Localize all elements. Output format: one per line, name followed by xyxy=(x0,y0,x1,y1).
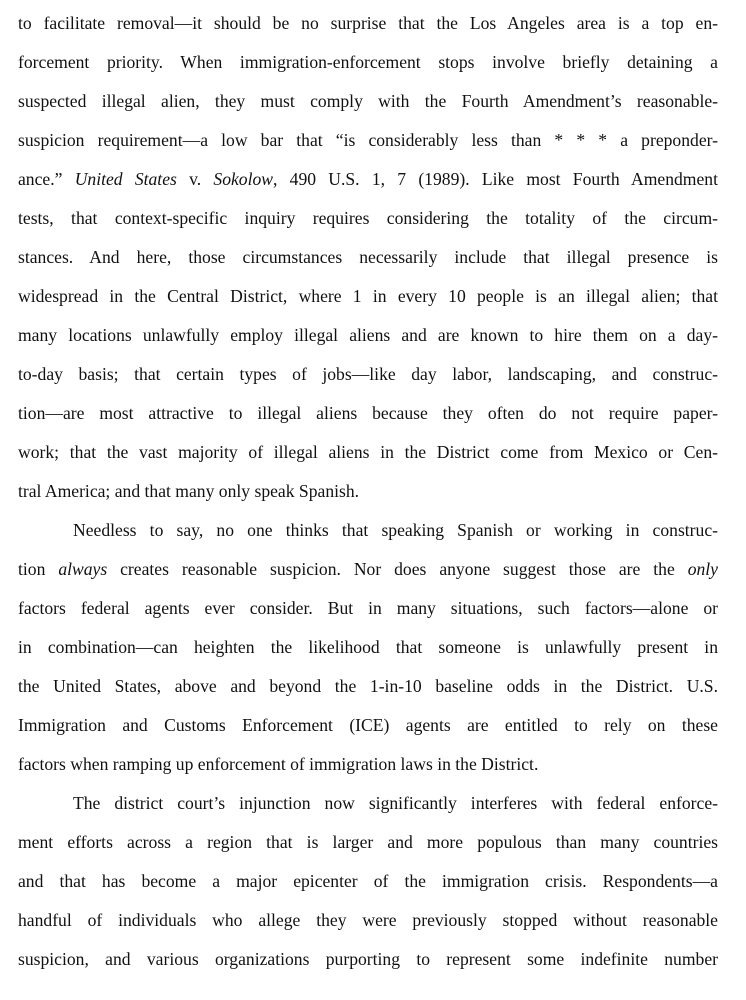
text-segment: and that has become a major epicenter of the immigration crisis. Respondents—a xyxy=(18,871,718,891)
text-line xyxy=(18,867,718,895)
text-line xyxy=(18,399,718,427)
text-segment: suspicion requirement—a low bar that “is considerably less than * * * a preponder- xyxy=(18,130,718,150)
text-line xyxy=(18,945,718,973)
text-line xyxy=(18,243,718,271)
italic-text: only xyxy=(687,559,718,579)
text-segment: the United States, above and beyond the 1-in-10 baseline odds in the District. U.S. xyxy=(18,676,718,696)
text-line xyxy=(18,672,718,700)
text-segment: Immigration and Customs Enforcement (ICE) agents are entitled to rely on these xyxy=(18,715,718,735)
text-segment: factors when ramping up enforcement of immigration laws in the District. xyxy=(18,754,539,774)
text-line xyxy=(18,516,718,544)
text-segment: forcement priority. When immigration-enforcement stops involve briefly detaining a xyxy=(18,52,718,72)
text-line xyxy=(18,360,718,388)
italic-text: Sokolow xyxy=(213,169,274,189)
text-segment: The district court’s injunction now significantly interferes with federal enforce- xyxy=(73,793,718,813)
italic-text: always xyxy=(58,559,108,579)
text-segment: v. xyxy=(176,169,214,189)
text-line xyxy=(18,48,718,76)
text-segment: to-day basis; that certain types of jobs—like day labor, landscaping, and construc- xyxy=(18,364,718,384)
text-line xyxy=(18,594,718,622)
text-segment: tral America; and that many only speak Spanish. xyxy=(18,481,360,501)
text-segment: , 490 U.S. 1, 7 (1989). Like most Fourth Amendment xyxy=(273,169,718,189)
text-line xyxy=(18,321,718,349)
text-segment: tion xyxy=(18,559,59,579)
text-line xyxy=(18,477,718,505)
text-segment: ance.” xyxy=(18,169,75,189)
text-line xyxy=(18,87,718,115)
text-line xyxy=(18,711,718,739)
text-segment: stances. And here, those circumstances necessarily include that illegal presence is xyxy=(18,247,718,267)
text-line xyxy=(18,750,718,778)
text-segment: in combination—can heighten the likelihood that someone is unlawfully present in xyxy=(18,637,718,657)
text-segment: handful of individuals who allege they were previously stopped without reasonable xyxy=(18,910,718,930)
text-line xyxy=(18,282,718,310)
text-segment: creates reasonable suspicion. Nor does anyone suggest those are the xyxy=(107,559,688,579)
text-line xyxy=(18,204,718,232)
text-line xyxy=(18,555,718,583)
text-line xyxy=(18,789,718,817)
text-line xyxy=(18,828,718,856)
text-line xyxy=(18,906,718,934)
text-line xyxy=(18,633,718,661)
text-segment: factors federal agents ever consider. But in many situations, such factors—alone or xyxy=(18,598,718,618)
text-segment: widespread in the Central District, where 1 in every 10 people is an illegal alien; that xyxy=(18,286,718,306)
text-line xyxy=(18,438,718,466)
text-segment: Needless to say, no one thinks that speaking Spanish or working in construc- xyxy=(73,520,718,540)
text-segment: tion—are most attractive to illegal aliens because they often do not require paper- xyxy=(18,403,718,423)
text-segment: suspected illegal alien, they must comply with the Fourth Amendment’s reasonable- xyxy=(18,91,718,111)
text-segment: suspicion, and various organizations purporting to represent some indefinite number xyxy=(18,949,718,969)
text-segment: work; that the vast majority of illegal aliens in the District come from Mexico or Cen- xyxy=(18,442,718,462)
text-segment: many locations unlawfully employ illegal aliens and are known to hire them on a day- xyxy=(18,325,718,345)
text-line xyxy=(18,126,718,154)
text-line xyxy=(18,9,718,37)
text-line xyxy=(18,165,718,193)
text-segment: ment efforts across a region that is larger and more populous than many countries xyxy=(18,832,718,852)
text-segment: tests, that context-specific inquiry requires considering the totality of the circum- xyxy=(18,208,718,228)
italic-text: United States xyxy=(74,169,177,189)
text-segment: to facilitate removal—it should be no surprise that the Los Angeles area is a top en- xyxy=(18,13,718,33)
